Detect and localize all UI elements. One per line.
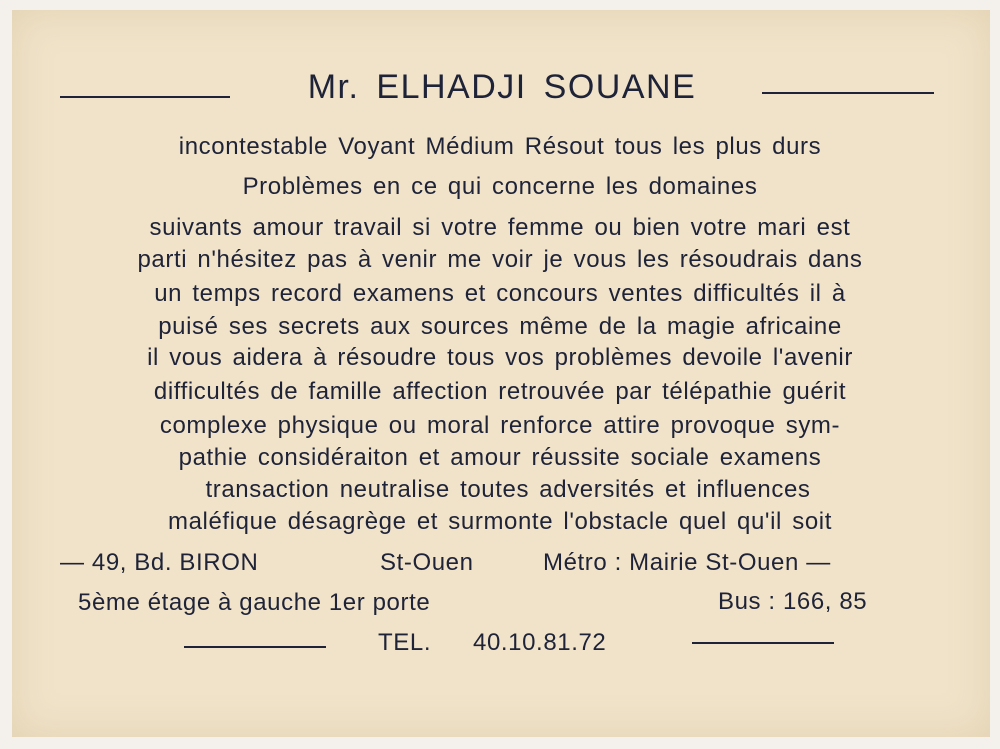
body-line: incontestable Voyant Médium Résout tous les plus durs [178, 133, 822, 160]
body-line: il vous aidera à résoudre tous vos problèmes devoile l'avenir [147, 344, 853, 371]
address-bus: Bus : 166, 85 [718, 588, 868, 615]
address-street: — 49, Bd. BIRON [60, 549, 259, 576]
body-line: difficultés de famille affection retrouvée par télépathie guérit [153, 378, 847, 405]
body-line: complexe physique ou moral renforce attire provoque sym- [159, 412, 841, 439]
body-line: un temps record examens et concours ventes difficultés il à [154, 280, 846, 307]
phone-number: 40.10.81.72 [473, 629, 607, 656]
body-line: parti n'hésitez pas à venir me voir je vous les résoudrais dans [137, 246, 863, 273]
body-line: transaction neutralise toutes adversités et influences [205, 476, 811, 503]
body-line: suivants amour travail si votre femme ou bien votre mari est [149, 214, 851, 241]
address-metro: Métro : Mairie St-Ouen — [543, 549, 831, 576]
body-line: maléfique désagrège et surmonte l'obstacle quel qu'il soit [168, 508, 832, 535]
body-line: Problèmes en ce qui concerne les domaines [242, 173, 758, 200]
phone-rule-left [184, 646, 326, 648]
body-line: puisé ses secrets aux sources même de la magie africaine [158, 313, 842, 340]
address-floor: 5ème étage à gauche 1er porte [78, 589, 431, 616]
body-line: pathie considéraiton et amour réussite sociale examens [178, 444, 822, 471]
phone-rule-right [692, 642, 834, 644]
card-title: Mr. ELHADJI SOUANE [307, 68, 697, 106]
phone-label: TEL. [378, 629, 432, 656]
address-city: St-Ouen [380, 549, 474, 576]
